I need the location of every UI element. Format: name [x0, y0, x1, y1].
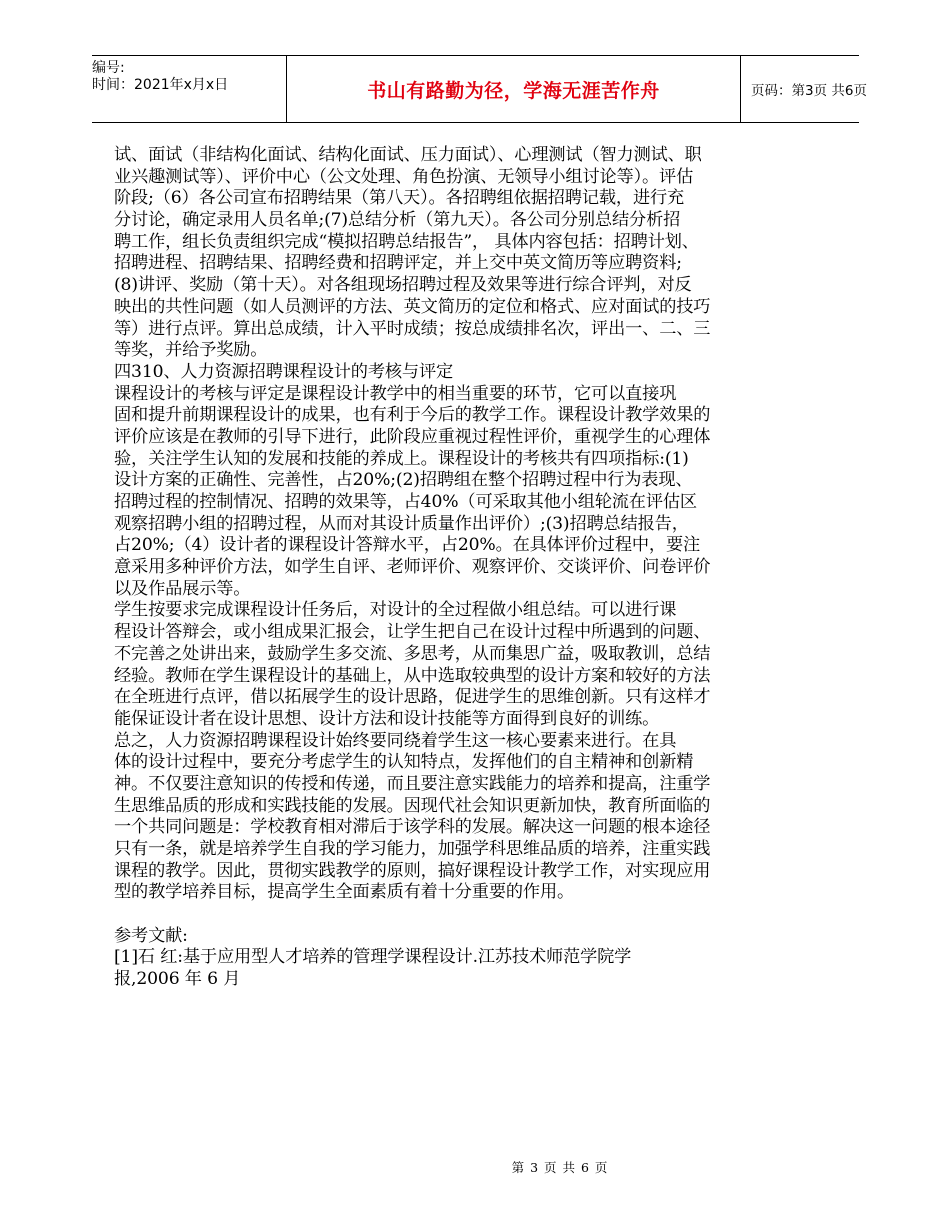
page-footer: 第 3 页 共 6 页: [511, 1160, 609, 1175]
body-line: 验，关注学生认知的发展和技能的养成上。课程设计的考核共有四项指标:(1): [114, 448, 689, 469]
body-line: 体的设计过程中，要充分考虑学生的认知特点，发挥他们的自主精神和创新精: [114, 752, 694, 773]
references-heading: 参考文献:: [114, 925, 188, 946]
body-line: 观察招聘小组的招聘过程，从而对其设计质量作出评价）;(3)招聘总结报告，: [114, 513, 689, 534]
header-meta: [92, 56, 286, 122]
reference-item: [1]石 红:基于应用型人才培养的管理学课程设计.江苏技术师范学院学: [114, 947, 632, 968]
body-line: 在全班进行点评，借以拓展学生的设计思路，促进学生的思维创新。只有这样才: [114, 687, 711, 708]
header-motto: 书山有路勤为径，学海无涯苦作舟: [286, 56, 741, 122]
body-line: 程设计答辩会，或小组成果汇报会，让学生把自己在设计过程中所遇到的问题、: [114, 622, 711, 643]
body-line: 能保证设计者在设计思想、设计方法和设计技能等方面得到良好的训练。: [114, 708, 660, 729]
body-line: 以及作品展示等。: [114, 578, 251, 599]
body-line: 只有一条，就是培养学生自我的学习能力，加强学科思维品质的培养，注重实践: [114, 839, 711, 859]
body-line: 四310、人力资源招聘课程设计的考核与评定: [114, 361, 454, 382]
body-line: 神。不仅要注意知识的传授和传递，而且要注意实践能力的培养和提高，注重学: [114, 773, 711, 794]
body-line: 招聘过程的控制情况、招聘的效果等，占40%（可采取其他小组轮流在评估区: [114, 492, 697, 512]
reference-item-continued: 报,2006 年 6 月: [114, 969, 241, 990]
body-line: 映出的共性问题（如人员测评的方法、英文简历的定位和格式、应对面试的技巧: [114, 296, 711, 317]
body-line: 固和提升前期课程设计的成果，也有利于今后的教学工作。课程设计教学效果的: [114, 405, 711, 426]
body-line: 意采用多种评价方法，如学生自评、老师评价、观察评价、交谈评价、问卷评价: [114, 557, 711, 578]
body-line: 等奖，并给予奖励。: [114, 340, 268, 361]
body-line: 课程的教学。因此，贯彻实践教学的原则，搞好课程设计教学工作，对实现应用: [114, 860, 711, 881]
body-text: [114, 145, 766, 904]
body-line: 等）进行点评。算出总成绩，计入平时成绩；按总成绩排名次，评出一、二、三: [114, 318, 711, 339]
spacer: [114, 904, 766, 926]
body-line: 总之，人力资源招聘课程设计始终要同绕着学生这一核心要素来进行。在具: [114, 730, 677, 751]
page-header: [92, 55, 867, 123]
body-line: 课程设计的考核与评定是课程设计教学中的相当重要的环节，它可以直接巩: [114, 383, 677, 404]
body-line: 型的教学培养目标，提高学生全面素质有着十分重要的作用。: [114, 882, 575, 903]
body-line: 招聘进程、招聘结果、招聘经费和招聘评定，并上交中英文简历等应聘资料;: [114, 253, 682, 274]
body-line: (8)讲评、奖励（第十天）。对各组现场招聘过程及效果等进行综合评判，对反: [114, 275, 692, 296]
body-line: 不完善之处讲出来，鼓励学生多交流、多思考，从而集思广益，吸取教训，总结: [114, 643, 711, 664]
body-line: 评价应该是在教师的引导下进行，此阶段应重视过程性评价，重视学生的心理体: [114, 426, 711, 447]
body-line: 经验。教师在学生课程设计的基础上，从中选取较典型的设计方案和较好的方法: [114, 665, 711, 686]
body-line: 生思维品质的形成和实践技能的发展。因现代社会知识更新加快，教育所面临的: [114, 795, 711, 816]
serial-number-label: 编号:: [92, 60, 125, 76]
body-line: 阶段;（6）各公司宣布招聘结果（第八天）。各招聘组依据招聘记载，进行充: [114, 188, 685, 209]
body-line: 设计方案的正确性、完善性，占20%;(2)招聘组在整个招聘过程中行为表现、: [114, 470, 693, 491]
body-line: 业兴趣测试等）、评价中心（公文处理、角色扮演、无领导小组讨论等）。评估: [114, 166, 694, 187]
body-line: 分讨论，确定录用人员名单;(7)总结分析（第九天）。各公司分别总结分析招: [114, 210, 681, 231]
body-line: 一个共同问题是：学校教育相对滞后于该学科的发展。解决这一问题的根本途径: [114, 817, 711, 838]
document-body: [114, 145, 766, 991]
body-line: 聘工作，组长负责组织完成“模拟招聘总结报告”， 具体内容包括：招聘计划、: [114, 231, 699, 252]
date-label: 时间：2021年x月x日: [92, 77, 229, 93]
body-line: 试、面试（非结构化面试、结构化面试、压力面试）、心理测试（智力测试、职: [114, 145, 702, 165]
body-line: 学生按要求完成课程设计任务后，对设计的全过程做小组总结。可以进行课: [114, 600, 677, 621]
header-page-info: 页码：第3页 共6页: [751, 83, 867, 99]
body-line: 占20%;（4）设计者的课程设计答辩水平，占20%。在具体评价过程中，要注: [114, 535, 701, 556]
